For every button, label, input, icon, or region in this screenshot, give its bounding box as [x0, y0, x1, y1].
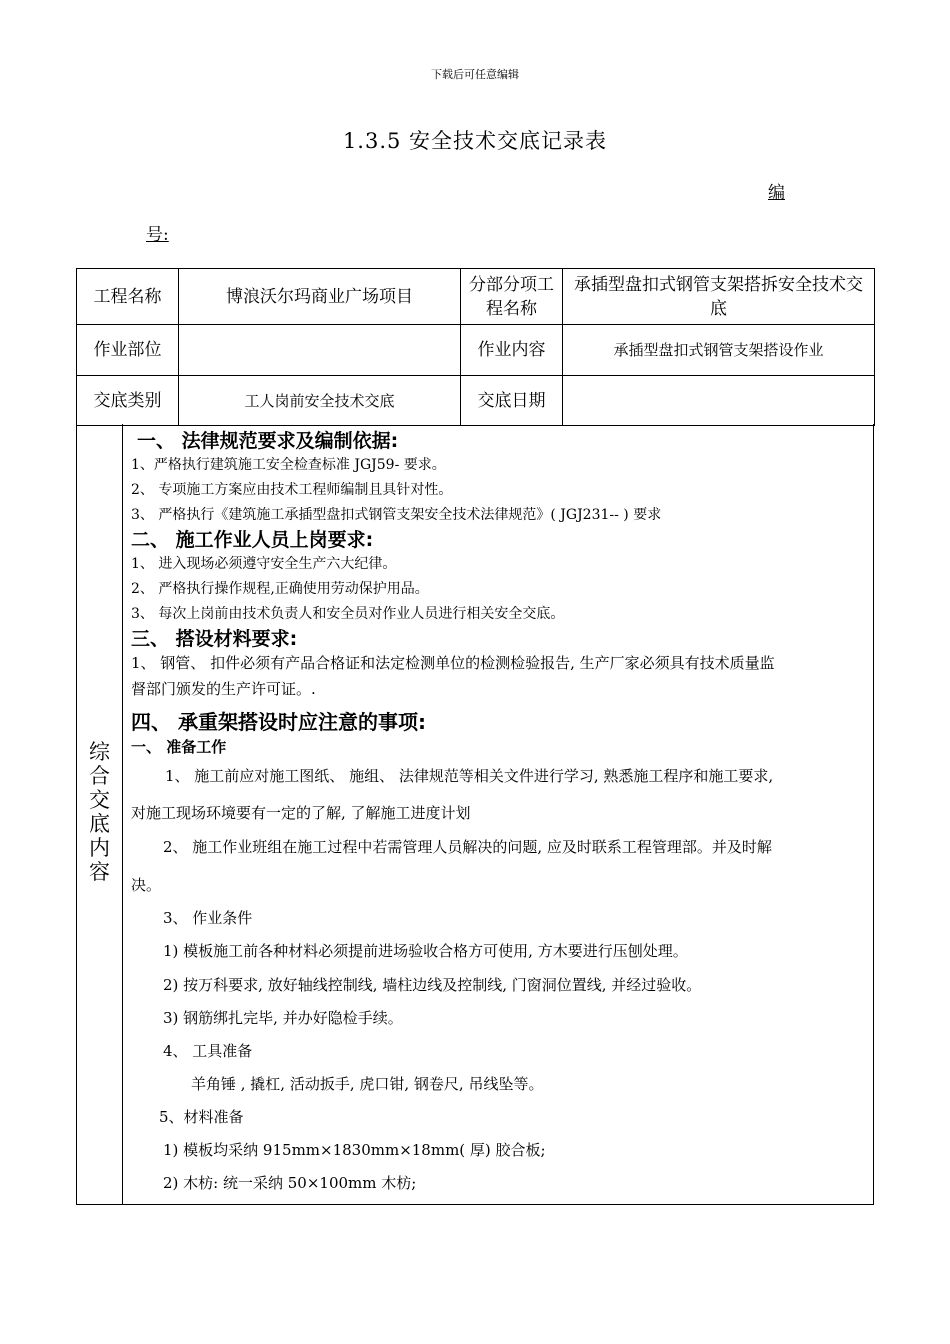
content-line: 3) 钢筋绑扎完毕, 并办好隐检手续。 [163, 1009, 403, 1027]
content-line: 2) 按万科要求, 放好轴线控制线, 墙柱边线及控制线, 门窗洞位置线, 并经过验收。 [163, 976, 702, 994]
content-line: 督部门颁发的生产许可证。. [131, 680, 316, 698]
side-label-char: 内 [89, 836, 110, 860]
content-line: 1、 钢管、 扣件必须有产品合格证和法定检测单位的检测检验报告, 生产厂家必须具有技术质量监 [131, 654, 775, 672]
table-row [77, 325, 875, 376]
header-note: 下载后可任意编辑 [431, 68, 519, 81]
table-row [77, 376, 875, 426]
serial-label-part2: 号: [146, 225, 169, 245]
work-part-value [179, 325, 461, 376]
project-name-label: 工程名称 [77, 269, 179, 325]
side-label-char: 合 [89, 764, 110, 788]
content-line: 3、 严格执行《建筑施工承插型盘扣式钢管支架安全技术法律规范》( JGJ231-- ) 要求 [131, 507, 662, 523]
content-line: 4、 工具准备 [163, 1042, 253, 1060]
content-line: 2、 专项施工方案应由技术工程师编制且具针对性。 [131, 482, 453, 498]
table-row [77, 269, 875, 325]
work-part-label: 作业部位 [77, 325, 179, 376]
section-heading: 三、 搭设材料要求: [131, 628, 298, 650]
content-line: 1、 施工前应对施工图纸、 施组、 法律规范等相关文件进行学习, 熟悉施工程序和施工要求, [165, 767, 774, 785]
side-column [77, 424, 123, 1204]
content-line: 1) 模板均采纳 915mm×1830mm×18mm( 厚) 胶合板; [163, 1141, 546, 1159]
disclosure-type-value: 工人岗前安全技术交底 [179, 376, 461, 426]
section-heading: 四、 承重架搭设时应注意的事项: [131, 710, 426, 734]
content-line: 1) 模板施工前各种材料必须提前进场验收合格方可使用, 方木要进行压刨处理。 [163, 942, 688, 960]
disclosure-type-label: 交底类别 [77, 376, 179, 426]
content-line: 决。 [131, 876, 162, 894]
content-section [76, 424, 874, 1205]
content-line: 羊角锤 , 撬杠, 活动扳手, 虎口钳, 钢卷尺, 吊线坠等。 [191, 1075, 544, 1093]
content-line: 1、 进入现场必须遵守安全生产六大纪律。 [131, 556, 397, 572]
content-line: 2) 木枋: 统一采纳 50×100mm 木枋; [163, 1174, 417, 1192]
side-label-char: 容 [89, 860, 110, 884]
project-name-value: 博浪沃尔玛商业广场项目 [179, 269, 461, 325]
serial-label-part1: 编 [768, 183, 785, 203]
content-line: 3、 每次上岗前由技术负责人和安全员对作业人员进行相关安全交底。 [131, 606, 565, 622]
side-label-char: 综 [89, 740, 110, 764]
content-line: 对施工现场环境要有一定的了解, 了解施工进度计划 [131, 804, 471, 822]
content-body [123, 424, 873, 1204]
content-line: 2、 施工作业班组在施工过程中若需管理人员解决的问题, 应及时联系工程管理部。并及时解 [163, 838, 772, 856]
subsection-heading: 一、 准备工作 [131, 738, 227, 756]
side-label-char: 交 [89, 788, 110, 812]
section-heading: 二、 施工作业人员上岗要求: [131, 529, 374, 551]
page-title: 1.3.5 安全技术交底记录表 [342, 129, 608, 153]
disclosure-date-label: 交底日期 [461, 376, 563, 426]
content-line: 2、 严格执行操作规程,正确使用劳动保护用品。 [131, 581, 429, 597]
content-line: 3、 作业条件 [163, 909, 253, 927]
disclosure-date-value [563, 376, 875, 426]
content-line: 5、材料准备 [159, 1108, 244, 1126]
work-content-value: 承插型盘扣式钢管支架搭设作业 [563, 325, 875, 376]
sub-project-label: 分部分项工程名称 [461, 269, 563, 325]
section-heading: 一、 法律规范要求及编制依据: [137, 430, 399, 452]
content-line: 1、严格执行建筑施工安全检查标准 JGJ59- 要求。 [131, 457, 446, 473]
info-table [76, 268, 875, 426]
sub-project-value: 承插型盘扣式钢管支架搭拆安全技术交底 [563, 269, 875, 325]
side-label [77, 740, 122, 884]
work-content-label: 作业内容 [461, 325, 563, 376]
side-label-char: 底 [89, 812, 110, 836]
